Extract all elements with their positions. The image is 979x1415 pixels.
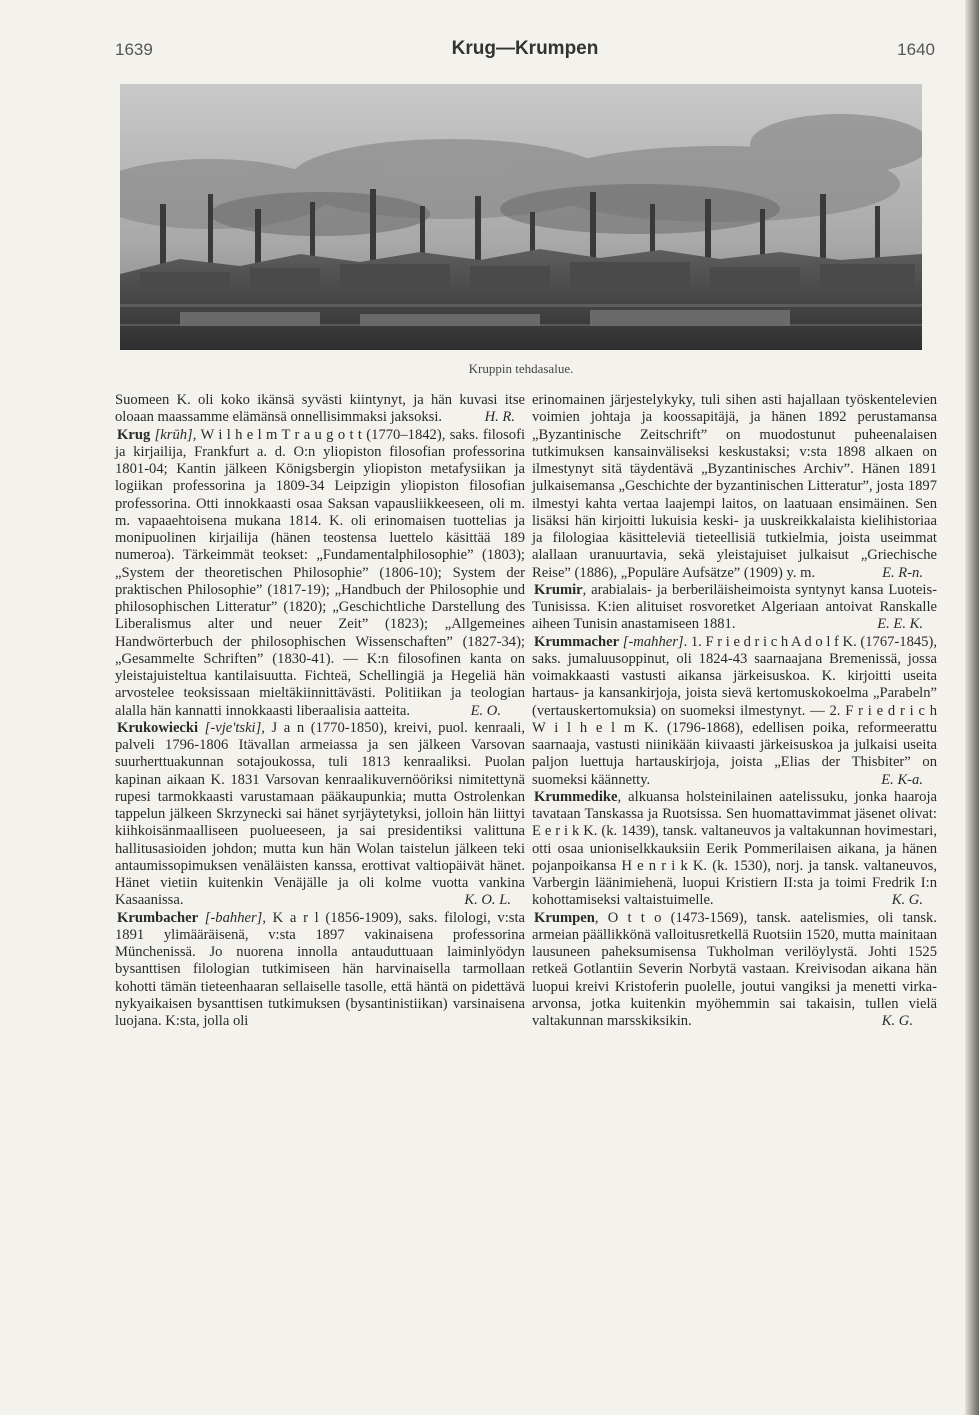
author-signature: K. G. [881, 1013, 913, 1029]
author-signature: E. E. K. [877, 616, 923, 633]
continuation-paragraph [115, 392, 525, 427]
entry-krukowiecki [115, 720, 525, 910]
pronunciation: [-mahher] [622, 633, 684, 650]
headword: Krukowiecki [117, 719, 199, 736]
entry-text: , arabialais- ja berberiläisheimoista syntynyt kansa Luoteis-Tunisissa. K:ien alituiset rosvoretket Algeriaan antoivat Ranskalle aiheen Tunisin anastamiseen 1881. [532, 581, 937, 633]
headword: Krumpen [534, 909, 595, 926]
factory-illustration [120, 84, 922, 350]
entry-text: Suomeen K. oli koko ikänsä syvästi kiintynyt, ja hän kuvasi itse oloaan maassamme elämänsä onnellisimmaksi jaksoksi. [115, 392, 525, 426]
left-column [115, 392, 525, 1030]
entry-krummacher [532, 634, 937, 789]
author-signature: H. R. [484, 409, 515, 426]
headword: Krumbacher [117, 909, 199, 926]
entry-krumbacher [115, 910, 525, 1031]
entry-krummedike [532, 789, 937, 910]
pronunciation: [krūh] [154, 426, 193, 443]
right-page-number: 1640 [897, 40, 935, 59]
author-signature: E. O. [470, 702, 501, 719]
pronunciation: [-vje'tski] [204, 719, 262, 736]
page-title: Krug—Krumpen [451, 38, 599, 59]
headword: Krumir [534, 581, 583, 598]
headword: Krug [117, 426, 151, 443]
right-column [532, 392, 937, 1030]
headword: Krummacher [534, 633, 620, 650]
author-signature: K. O. L. [464, 892, 511, 909]
entry-text: , J a n (1770-1850), kreivi, puol. kenraali, palveli 1796-1806 Itävallan armeiassa ja sen jälkeen Varsovan suurherttuakunnan sotajoukossa, tuli 1813 kenraaliksi. Puolan kapinan aikaan K. 1831 Varsovan kenraalikuvernööriksi nimitettynä rupesi tarmokkaasti varustamaan pääkaupunkia; mutta Ostrolenkan tappelun jälkeen Skrzynecki sai hänet syrjäytetyksi, jolloin hän liittyi kiihkoisänmaalliseen puolueeseen, ja sai presidentiksi valittuna hallitusasioiden johdon; mutta kun hän Wolan taistelun jälkeen teki antaumissopimuksen venäläisten kanssa, erottivat valtiopäivät hänet. Hänet vietiin kuitenkin Venäjälle ja oli kolme vuotta vankina Kasaanissa. [115, 719, 526, 909]
left-page-number: 1639 [115, 40, 153, 59]
entry-text: , W i l h e l m T r a u g o t t (1770–1842), saks. filosofi ja kirjailija, Frankfurt a. d. O:n yliopiston filosofian professorina 1801-04; Kantin jälkeen Königsbergin yliopiston metafysiikan ja logiikan professorina ja 1809-34 Leipzigin yliopiston filosofian professorina. Otti innokkaasti osaa Saksan vapausliikkeeseen, oli m. m. vapaaehtoisena mukana 1814. K. oli erinomaisen tuottelias ja monipuolinen kirjailija (hänen teostensa luettelo käsittää 189 numeroa). Tärkeimmät teokset: „Fundamentalphilosophie” (1803); „System der theoretischen Philosophie” (1806-10); System der praktischen Philosophie” (1817-19); „Handbuch der Philosophie und philosophischen Litteratur” (1820); „Geschichtliche Darstellung des Liberalismus alter und neuer Zeit” (1823); „Allgemeines Handwörterbuch der philosophischen Wissenschaften” (1827-34); „Gesammelte Schriften” (1830-41). — K:n filosofinen kanta on yleistajuisteltua kantilaisuutta. Fichteä, Schellingiä ja Hegeliä hän arvostelee teoksissaan mieltäkiinnittävästi. Politiikan ja teologian alalla hän kannatti innokkaasti liberaalisia aatteita. [115, 426, 525, 719]
entry-text: , alkuansa holsteinilainen aatelissuku, jonka haaroja tavataan Tanskassa ja Ruotsissa. Sen huomattavimmat jäsenet olivat: E e r i k K. (k. 1439), tansk. valtaneuvos ja valtakunnan hovimestari, otti osaa unioniselkkauksiin Eerik Pommerilaisen aikana, ja hänen pojanpoikansa H e n r i k K. (k. 1530), norj. ja tansk. valtaneuvos, Varbergin läänimiehenä, luopui Kristiern II:sta ja toimi Fredrik I:n kohottamiseksi valtaistuimelle. [532, 788, 937, 909]
entry-text: . 1. F r i e d r i c h A d o l f K. (1767-1845), saks. jumaluusoppinut, oli 1824-43 saarnaajana Bremenissä, jossa voimakkaasti vastusti aikansa järkeisuskoa. K. kirjoitti useita hartaus- ja kansankirjoja, joista sievä kertomuskokoelma „Parabeln” (vertauskertomuksia) on suomeksi ilmestynyt. — 2. F r i e d r i c h W i l h e l m K. (1796-1868), edellisen poika, reformeerattu saarnaaja, vastusti niinikään kiivaasti järkeisuskoa ja julkaisi useita paljon luettuja hartauskirjoja, joista „Elias der Thisbiter” on suomeksi käännetty. [532, 633, 937, 788]
author-signature: E. R-n. [882, 564, 923, 581]
entry-krug [115, 427, 525, 720]
figure-caption: Kruppin tehdasalue. [468, 361, 574, 376]
pronunciation: [-bahher] [204, 909, 263, 926]
entry-krumpen [532, 910, 937, 1031]
page-header [115, 40, 935, 68]
factory-photo [120, 84, 922, 350]
entry-text: erinomainen järjestelykyky, tuli sihen asti hajallaan työskentelevien voimien johtaja ja koossapitäjä, ja hänen 1892 perustamansa „Byzantinische Zeitschrift” on muodostunut puheenalaisen tutkimuksen kansainväliseksi keskustaksi; v:sta 1898 alkaen on ilmestynyt sitä täydentävä „Byzantinisches Archiv”. Hänen 1891 julkaisemansa „Geschichte der byzantinischen Litteratur”, josta 1897 ilmestyi kahta vertaa laajempi laitos, on laatuaan ensimäinen. Sen lisäksi hän kirjoitti lukuisia keski- ja uuskreikkalaista kielihistoriaa ja filologiaa käsitteleviä tieteellisiä tutkielmia, joista useimmat alallaan uranuurtavia, sekä yleistajuiset julkaisut „Griechische Reise” (1886), „Populäre Aufsätze” (1909) y. m. [532, 392, 937, 581]
headword: Krummedike [534, 788, 618, 805]
page-edge [965, 0, 979, 1415]
author-signature: K. G. [891, 892, 923, 909]
author-signature: E. K-a. [881, 771, 923, 788]
entry-text: , O t t o (1473-1569), tansk. aatelismies, oli tansk. armeian päällikkönä valloitusretkellä Ruotsiin 1520, mutta mainitaan lausuneen paheksumisensa Tukholman verilöylystä. Johti 1525 retkeä Gotlantiin Severin Norbytä vastaan. Kreivisodan aikana hän luopui kreivi Kristoferin puolelle, joutui vangiksi ja menetti virka-arvonsa, jotka kuitenkin myöhemmin sai takaisin, tullen vielä valtakunnan marsskiksikin. [532, 909, 937, 1029]
entry-krumir [532, 582, 937, 634]
entry-text: , K a r l (1856-1909), saks. filologi, v:sta 1891 ylimääräisenä, v:sta 1897 vakinaisena professorina Münchenissä. Jo nuorena innolla antauduttuaan laiminlyödyn bysanttisen filologian tutkimiseen hän harvinaisella tarmollaan kohotti tämän tieteenhaaran sellaiselle tasolle, että häntä on pidettävä nykyaikaisen bysanttisen tutkimuksen (bysantinistiikan) varsinaisena luojana. K:sta, jolla oli [115, 909, 525, 1029]
continuation-paragraph [532, 392, 937, 582]
